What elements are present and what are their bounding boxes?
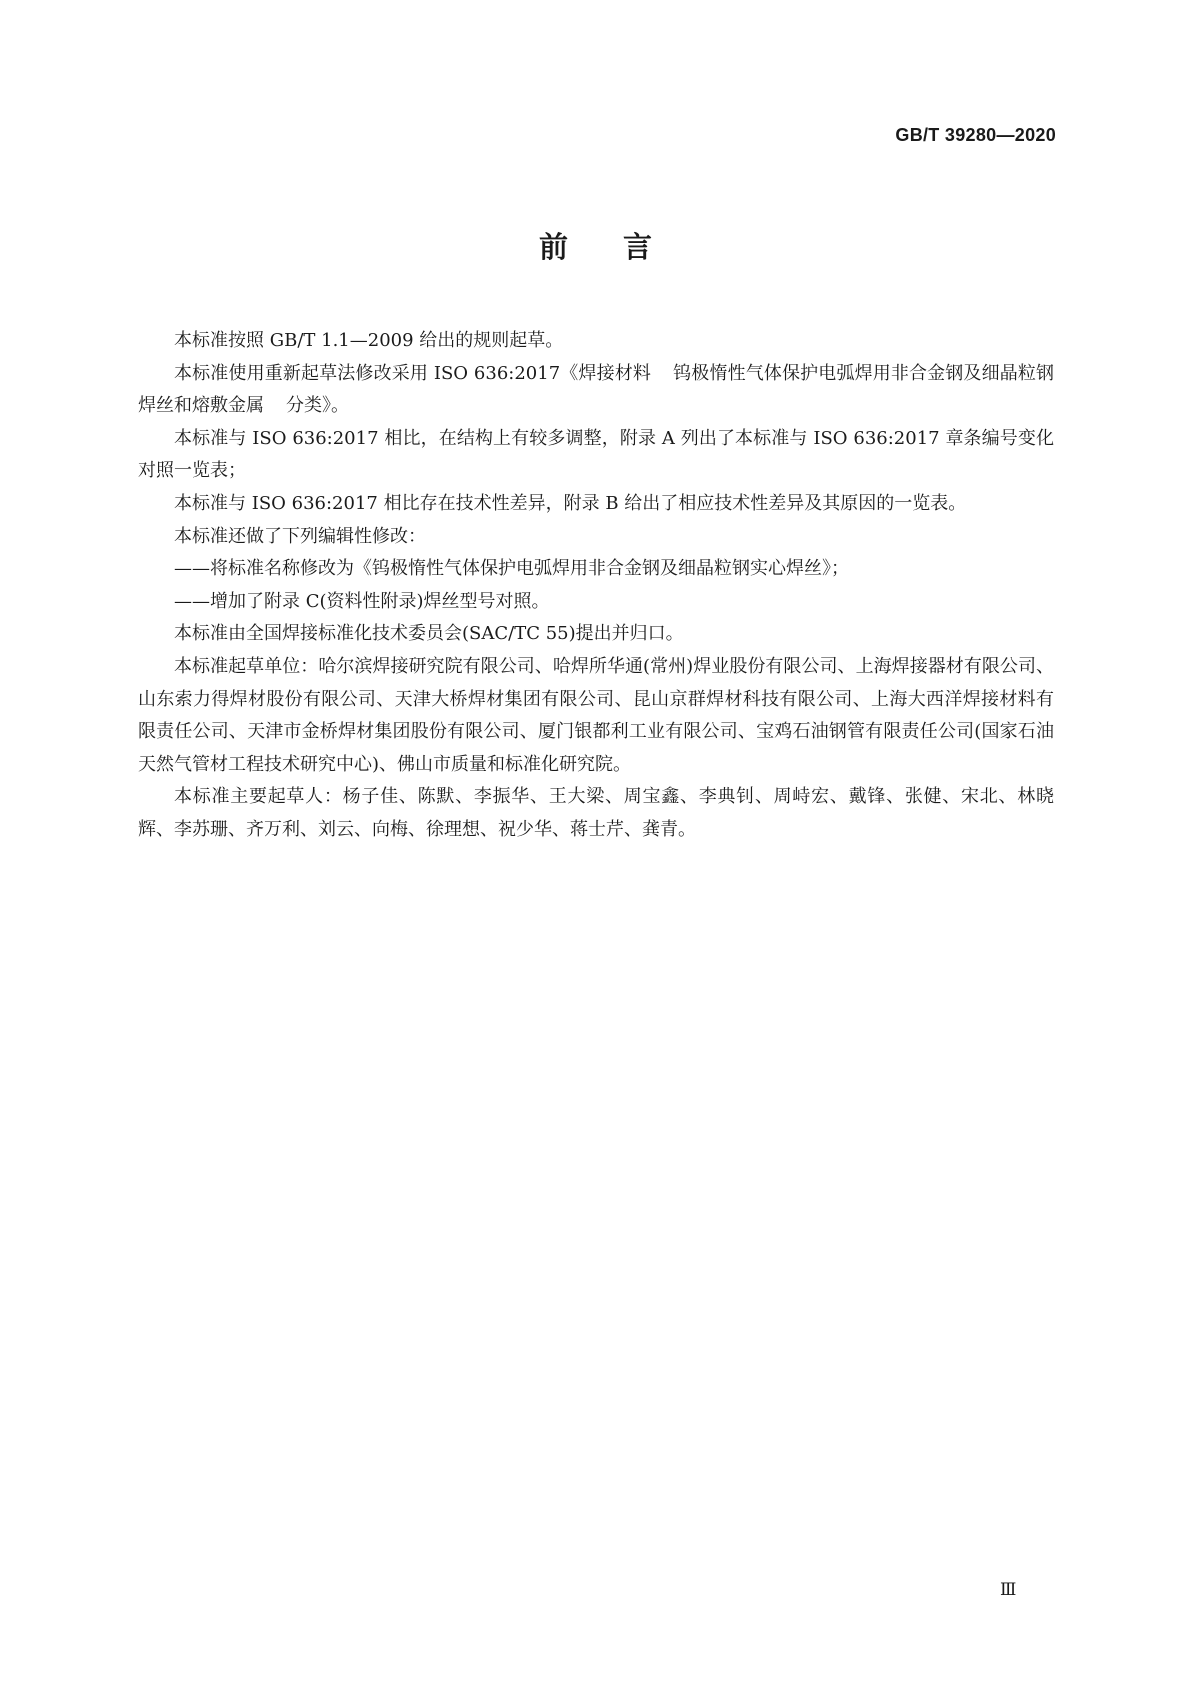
paragraph-technical-differences: 本标准与 ISO 636:2017 相比存在技术性差异，附录 B 给出了相应技术性差异及其原因的一览表。 — [174, 492, 967, 514]
page-number: Ⅲ — [1000, 1580, 1017, 1600]
paragraph-main-drafters: 本标准主要起草人：杨子佳、陈默、李振华、王大梁、周宝鑫、李典钊、周峙宏、戴锋、张健、宋北、林晓辉、李苏珊、齐万利、刘云、向梅、徐理想、祝少华、蒋士芹、龚青。 — [138, 786, 1054, 840]
paragraph-drafting-rules: 本标准按照 GB/T 1.1—2009 给出的规则起草。 — [174, 330, 564, 351]
paragraph-proposer: 本标准由全国焊接标准化技术委员会(SAC/TC 55)提出并归口。 — [174, 623, 684, 645]
paragraph-drafting-units: 本标准起草单位：哈尔滨焊接研究院有限公司、哈焊所华通(常州)焊业股份有限公司、上海焊接器材有限公司、山东索力得焊材股份有限公司、天津大桥焊材集团有限公司、昆山京群焊材科技有限公司、上海大西洋焊接材料有限责任公司、天津市金桥焊材集团股份有限公司、厦门银都利工业有限公司、宝鸡石油钢管有限责任公司(国家石油天然气管材工程技术研究中心)、佛山市质量和标准化研究院。 — [138, 655, 1054, 775]
paragraph-structure-changes: 本标准与 ISO 636:2017 相比，在结构上有较多调整，附录 A 列出了本标准与 ISO 636:2017 章条编号变化对照一览表； — [138, 427, 1054, 482]
standard-code: GB/T 39280—2020 — [895, 125, 1056, 145]
adoption-part2: 钨极惰性气体保护电弧焊用非合金钢及细晶粒钢焊丝和熔敷金属 — [138, 362, 1055, 417]
list-item-annex-c: ——增加了附录 C(资料性附录)焊丝型号对照。 — [174, 590, 550, 612]
paragraph-editorial-changes: 本标准还做了下列编辑性修改： — [174, 525, 426, 547]
foreword-body — [138, 325, 1054, 847]
adoption-part1: 本标准使用重新起草法修改采用 ISO 636:2017《焊接材料 — [174, 362, 652, 384]
adoption-part3: 分类》。 — [286, 395, 349, 417]
paragraph-adoption — [138, 358, 1054, 423]
page-title: 前言 — [538, 230, 707, 264]
list-item-rename: ——将标准名称修改为《钨极惰性气体保护电弧焊用非合金钢及细晶粒钢实心焊丝》； — [174, 558, 849, 580]
